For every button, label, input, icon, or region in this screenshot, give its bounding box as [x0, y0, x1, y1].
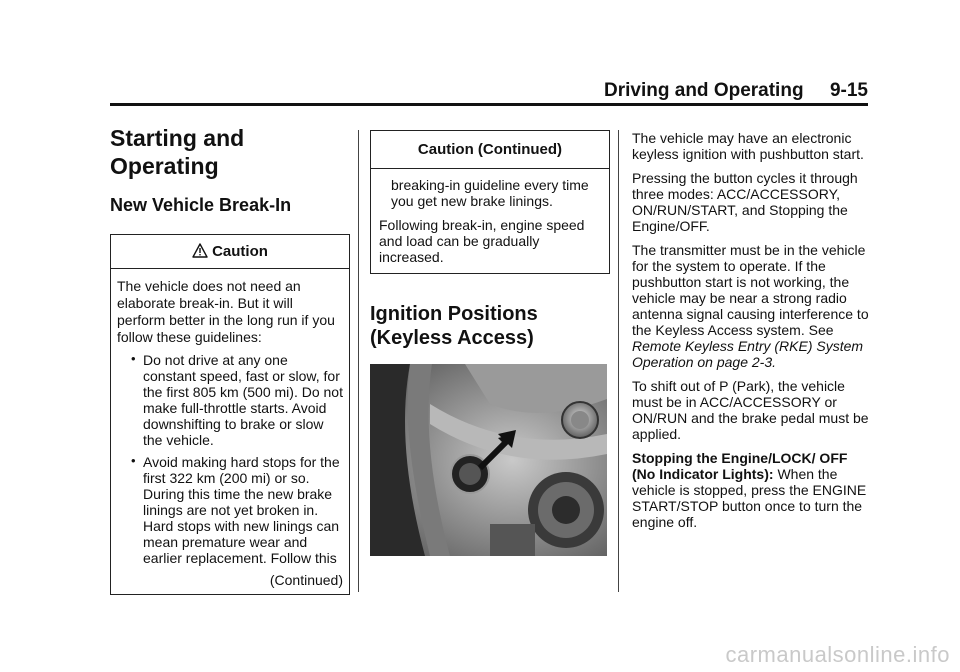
header-rule: [110, 103, 868, 106]
ignition-heading-line2: (Keyless Access): [370, 327, 534, 349]
section-title: [110, 124, 350, 180]
caution-header: [111, 235, 349, 269]
paragraph: Pressing the button cycles it through three modes: ACC/ACCESSORY, ON/RUN/START, and Stopping the Engine/OFF.: [632, 170, 858, 234]
column-2: [370, 130, 610, 556]
caution-box: [110, 234, 350, 595]
ignition-button-photo: [370, 364, 607, 556]
header-page-number: 9-15: [829, 80, 868, 101]
caution-body: [111, 269, 349, 594]
watermark: carmanualsonline.info: [725, 642, 950, 667]
column-divider: [618, 130, 619, 592]
guideline-item: • Avoid making hard stops for the first 322 km (200 mi) or so. During this time the new brake linings are not yet broken in. Hard stops with new linings can mean premature wear and earlier replacement. Follow this: [117, 454, 343, 566]
section-title-line2: Operating: [110, 153, 219, 179]
header-section: Driving and Operating: [604, 80, 804, 101]
page-header: [604, 80, 868, 102]
guideline-item: • Do not drive at any one constant speed, fast or slow, for the first 805 km (500 mi). Do not make full-throttle starts. Avoid downshifting to brake or slow the vehicle.: [117, 352, 343, 448]
paragraph-text: When the vehicle is stopped, press the ENGINE START/STOP button once to turn the engine off.: [632, 466, 867, 530]
continued-label: (Continued): [269, 572, 343, 588]
ignition-heading-line1: Ignition Positions: [370, 303, 538, 325]
cross-reference-link[interactable]: Remote Keyless Entry (RKE) System Operation on page 2-3.: [632, 338, 864, 370]
guideline-list: [117, 352, 343, 566]
caution-continued-body: [371, 169, 609, 273]
ignition-heading: [370, 302, 610, 350]
caution-continued-header: Caution (Continued): [371, 131, 609, 169]
warning-triangle-icon: [192, 243, 208, 258]
column-1: [110, 124, 350, 595]
paragraph: To shift out of P (Park), the vehicle must be in ACC/ACCESSORY or ON/RUN and the brake pedal must be applied.: [632, 378, 869, 442]
column-3: [632, 130, 872, 538]
column-divider: [358, 130, 359, 592]
paragraph: The vehicle may have an electronic keyless ignition with pushbutton start.: [632, 130, 864, 162]
caution-continued-text: breaking-in guideline every time you get new brake linings.: [391, 177, 589, 209]
break-in-following-text: Following break-in, engine speed and load can be gradually increased.: [379, 217, 585, 265]
paragraph-text: The transmitter must be in the vehicle for the system to operate. If the pushbutton start is not working, the vehicle may be near a strong radio antenna signal causing interference to the Keyless Access system. See: [632, 242, 869, 338]
caution-continued-box: [370, 130, 610, 274]
caution-label: Caution: [212, 243, 268, 260]
paragraph: [632, 242, 872, 370]
paragraph: [632, 450, 872, 530]
run-in-heading: Stopping the Engine/LOCK/ OFF (No Indicator Lights):: [632, 450, 848, 482]
subsection-title: New Vehicle Break-In: [110, 195, 292, 215]
caution-intro: The vehicle does not need an elaborate break-in. But it will perform better in the long run if you follow these guidelines:: [117, 278, 335, 345]
section-title-line1: Starting and: [110, 125, 245, 151]
